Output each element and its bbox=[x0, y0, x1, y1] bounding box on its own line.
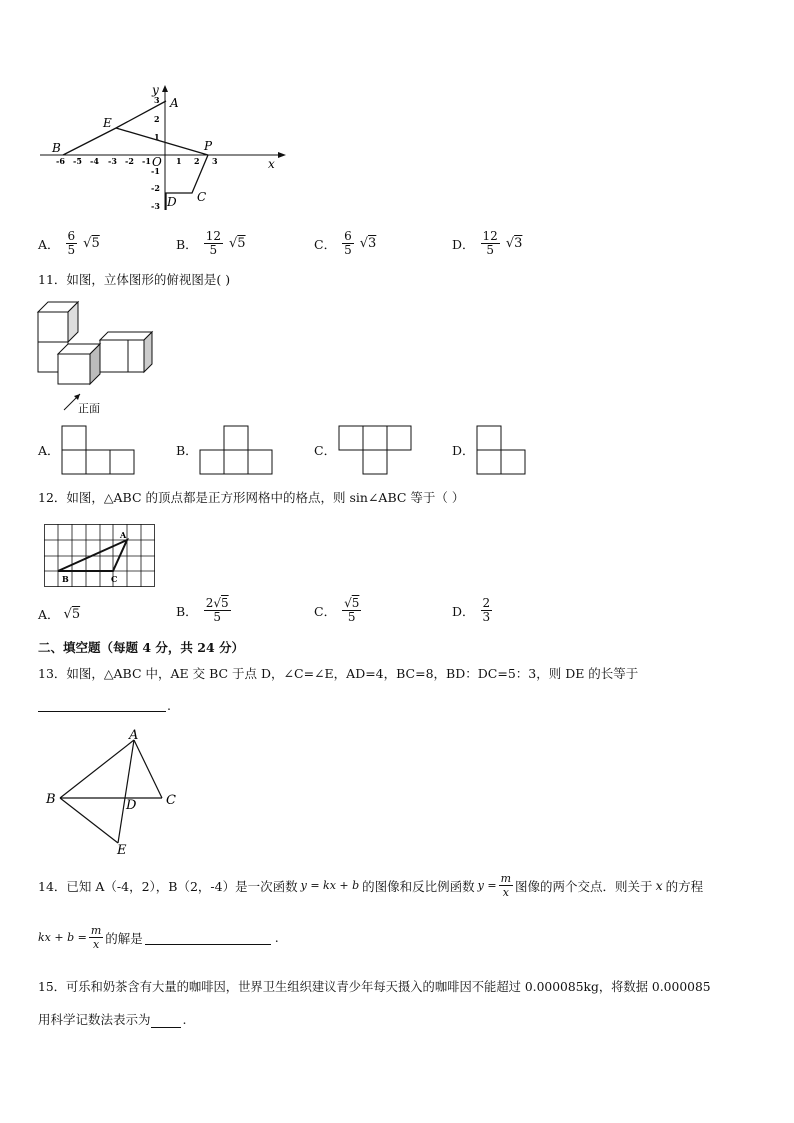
q14-text-5: 的解是 bbox=[105, 930, 143, 946]
option-letter: C． bbox=[314, 603, 337, 619]
q14-line2 bbox=[38, 924, 279, 951]
x-tick: -2 bbox=[125, 156, 134, 166]
x-tick: -5 bbox=[73, 156, 82, 166]
sqrt: √5 bbox=[83, 236, 100, 251]
q13-answer-blank[interactable] bbox=[38, 697, 166, 712]
q10-option-a[interactable] bbox=[38, 230, 100, 257]
q11-stem: 11．如图，立体图形的俯视图是( ) bbox=[38, 272, 231, 287]
label-E: E bbox=[117, 843, 127, 858]
numerator: √5 bbox=[344, 596, 360, 610]
denominator: x bbox=[502, 886, 509, 899]
q15-text: 用科学记数法表示为 bbox=[38, 1012, 151, 1027]
point-O: O bbox=[152, 155, 162, 169]
denominator: x bbox=[92, 938, 100, 951]
q15-answer-blank[interactable] bbox=[151, 1013, 181, 1028]
point-B: B bbox=[52, 141, 61, 155]
q12-option-a[interactable] bbox=[38, 605, 80, 623]
q11-option-d-view[interactable] bbox=[476, 425, 528, 475]
sqrt: √5 bbox=[63, 606, 81, 622]
segment-B-E-A bbox=[63, 101, 166, 155]
q14-eq-linear: y = kx + b bbox=[300, 879, 360, 892]
option-letter: D． bbox=[452, 236, 475, 252]
q10-coordinate-graph bbox=[30, 82, 290, 214]
q11-option-c-letter[interactable]: C． bbox=[314, 443, 337, 458]
q12-stem: 12．如图，△ABC 的顶点都是正方形网格中的格点，则 sin∠ABC 等于（ ） bbox=[38, 490, 465, 505]
numerator: 12 bbox=[205, 229, 221, 243]
q15-end: . bbox=[182, 1012, 187, 1027]
x-axis-arrow bbox=[278, 152, 286, 158]
segment-E-P bbox=[116, 128, 208, 155]
label-D: D bbox=[126, 798, 137, 813]
option-letter: A． bbox=[38, 607, 60, 622]
option-letter: A． bbox=[38, 236, 60, 252]
q12-grid-figure bbox=[44, 524, 156, 588]
point-D: D bbox=[167, 195, 177, 209]
option-letter: D． bbox=[452, 603, 475, 619]
q14-fraction-m-x-2 bbox=[89, 924, 103, 951]
sqrt: √3 bbox=[505, 236, 523, 251]
front-label: 正面 bbox=[78, 402, 100, 415]
q14-eq-lhs: y = bbox=[477, 879, 497, 892]
sqrt: √5 bbox=[228, 236, 246, 251]
q15-line1: 15．可乐和奶茶含有大量的咖啡因，世界卫生组织建议青少年每天摄入的咖啡因不能超过 0.000085kg，将数据 0.000085 bbox=[38, 980, 711, 994]
radicand: 5 bbox=[220, 596, 229, 610]
numerator: m bbox=[90, 924, 102, 937]
q14-eq3-lhs: kx + b = bbox=[38, 931, 87, 944]
triangle-abc bbox=[58, 540, 127, 571]
x-tick: 3 bbox=[212, 156, 218, 166]
y-tick: -2 bbox=[151, 183, 160, 193]
fraction bbox=[204, 230, 223, 257]
label-C: C bbox=[166, 793, 176, 808]
fraction bbox=[342, 597, 361, 624]
q14-end: . bbox=[274, 930, 279, 945]
option-letter: B． bbox=[176, 603, 198, 619]
fraction bbox=[481, 597, 493, 624]
fraction bbox=[342, 230, 354, 257]
sqrt: √3 bbox=[359, 236, 377, 251]
option-letter: C． bbox=[314, 236, 337, 252]
y-tick: 2 bbox=[154, 114, 160, 124]
q13-stem: 13．如图，△ABC 中，AE 交 BC 于点 D，∠C=∠E，AD=4，BC=8，BD：DC=5：3，则 DE 的长等于 bbox=[38, 666, 639, 681]
y-tick: -3 bbox=[151, 201, 160, 211]
q13-triangle-figure bbox=[40, 728, 190, 858]
q14-text-2: 的图像和反比例函数 bbox=[362, 878, 475, 894]
x-tick: -3 bbox=[108, 156, 117, 166]
denominator: 5 bbox=[67, 243, 76, 257]
q11-option-b-view[interactable] bbox=[199, 425, 275, 475]
option-letter: B． bbox=[176, 236, 198, 252]
radicand: 5 bbox=[91, 236, 100, 251]
q11-option-b-letter[interactable]: B． bbox=[176, 443, 198, 458]
grid-label-A: A bbox=[120, 530, 127, 540]
section-2-heading: 二、填空题（每题 4 分，共 24 分） bbox=[38, 640, 245, 655]
q14-answer-blank[interactable] bbox=[145, 930, 271, 945]
y-tick: 3 bbox=[154, 95, 160, 105]
q12-option-b[interactable] bbox=[176, 597, 233, 624]
x-tick: 2 bbox=[194, 156, 200, 166]
label-A: A bbox=[129, 728, 139, 743]
denominator: 5 bbox=[209, 243, 218, 257]
q11-solid-figure bbox=[34, 298, 164, 418]
q14-text-4: 的方程 bbox=[665, 878, 704, 894]
radicand: 5 bbox=[71, 606, 81, 622]
point-C: C bbox=[197, 190, 207, 204]
q14-line1 bbox=[38, 872, 703, 899]
point-E: E bbox=[103, 116, 112, 130]
q14-text-1: 14．已知 A（-4，2），B（2，-4）是一次函数 bbox=[38, 878, 298, 894]
q10-option-b[interactable] bbox=[176, 230, 246, 257]
x-axis-label: x bbox=[268, 157, 275, 171]
radicand: 3 bbox=[514, 236, 523, 251]
denominator: 5 bbox=[213, 610, 221, 624]
q11-option-a-view[interactable] bbox=[61, 425, 137, 475]
radicand: 3 bbox=[368, 236, 377, 251]
x-tick: 1 bbox=[176, 156, 182, 166]
numerator: 2√5 bbox=[205, 596, 229, 610]
denominator: 3 bbox=[482, 610, 491, 624]
fraction bbox=[204, 597, 231, 624]
q14-fraction-m-x bbox=[499, 872, 513, 899]
fraction bbox=[481, 230, 500, 257]
x-tick-labels bbox=[56, 156, 218, 166]
q12-option-c[interactable] bbox=[314, 597, 363, 624]
q10-option-d[interactable] bbox=[452, 230, 522, 257]
numerator: m bbox=[500, 872, 512, 885]
y-tick: 1 bbox=[154, 132, 160, 142]
q11-option-d-letter[interactable]: D． bbox=[452, 443, 475, 458]
label-B: B bbox=[46, 792, 56, 807]
grid-label-B: B bbox=[62, 574, 69, 584]
x-tick: -6 bbox=[56, 156, 65, 166]
y-tick: -1 bbox=[151, 166, 160, 176]
point-P: P bbox=[204, 139, 213, 153]
radicand: 5 bbox=[351, 596, 360, 610]
q12-option-d[interactable] bbox=[452, 597, 494, 624]
q11-option-a-letter[interactable]: A． bbox=[38, 443, 60, 458]
q11-option-c-view[interactable] bbox=[338, 425, 414, 475]
coefficient: 2 bbox=[205, 596, 214, 610]
x-tick: -4 bbox=[90, 156, 99, 166]
y-axis-arrow bbox=[162, 85, 168, 92]
fraction bbox=[66, 230, 78, 257]
q14-var-x: x bbox=[655, 878, 663, 893]
numerator: 6 bbox=[67, 229, 76, 243]
denominator: 5 bbox=[344, 243, 352, 257]
q13-end: . bbox=[167, 698, 171, 713]
x-tick: -1 bbox=[142, 156, 151, 166]
radicand: 5 bbox=[237, 236, 246, 251]
numerator: 12 bbox=[482, 229, 498, 243]
grid-label-C: C bbox=[111, 574, 118, 584]
numerator: 6 bbox=[344, 229, 352, 243]
q14-text-3: 图像的两个交点．则关于 bbox=[515, 878, 653, 894]
denominator: 5 bbox=[486, 243, 494, 257]
denominator: 5 bbox=[347, 610, 356, 624]
q15-line2 bbox=[38, 1012, 187, 1028]
point-A: A bbox=[170, 96, 179, 110]
y-axis-label: y bbox=[152, 83, 159, 97]
numerator: 2 bbox=[482, 596, 491, 610]
y-tick-labels bbox=[151, 95, 160, 211]
q10-option-c[interactable] bbox=[314, 230, 376, 257]
